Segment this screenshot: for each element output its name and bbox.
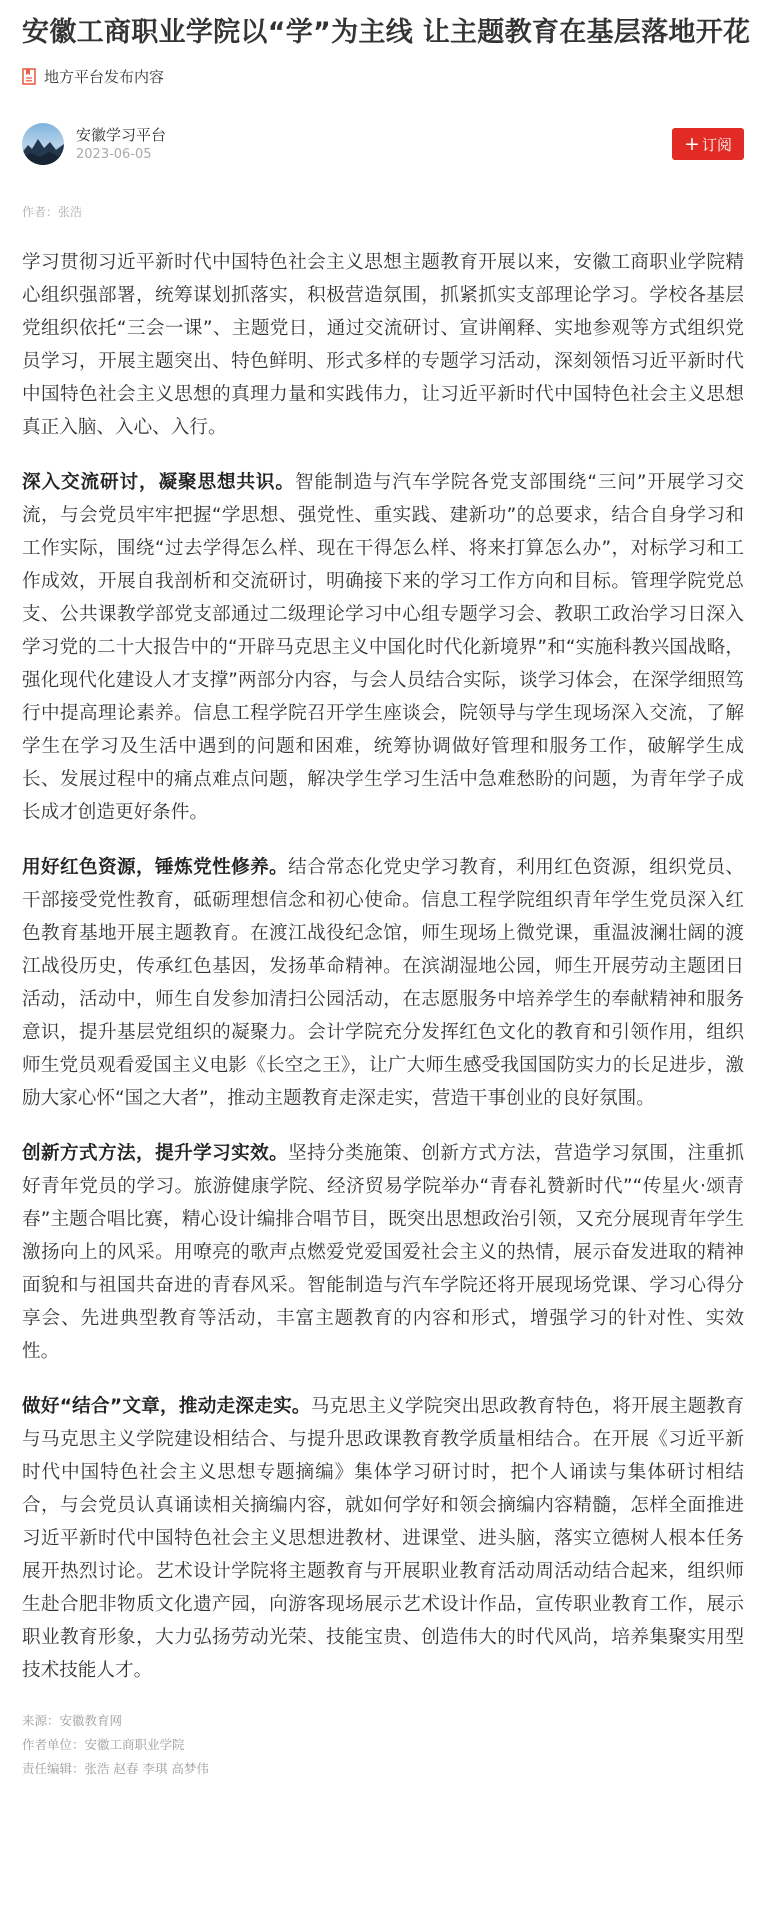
subscribe-button[interactable]	[672, 128, 744, 160]
paragraph-section	[22, 466, 744, 829]
plus-icon: +	[684, 132, 700, 155]
source-tag[interactable]	[22, 66, 744, 87]
paragraph-text: 学习贯彻习近平新时代中国特色社会主义思想主题教育开展以来，安徽工商职业学院精心组织强部署，统筹谋划抓落实，积极营造氛围，抓紧抓实支部理论学习。学校各基层党组织依托“三会一课”、主题党日，通过交流研讨、宣讲阐释、实地参观等方式组织党员学习，开展主题突出、特色鲜明、形式多样的专题学习活动，深刻领悟习近平新时代中国特色社会主义思想的真理力量和实践伟力，让习近平新时代中国特色社会主义思想真正入脑、入心、入行。	[22, 252, 744, 438]
paragraph-text: 马克思主义学院突出思政教育特色，将开展主题教育与马克思主义学院建设相结合、与提升思政课教育教学质量相结合。在开展《习近平新时代中国特色社会主义思想专题摘编》集体学习研讨时，把个人诵读与集体研讨相结合，与会党员认真诵读相关摘编内容，就如何学好和领会摘编内容精髓，怎样全面推进习近平新时代中国特色社会主义思想进教材、进课堂、进头脑，落实立德树人根本任务展开热烈讨论。艺术设计学院将主题教育与开展职业教育活动周活动结合起来，组织师生赴合肥非物质文化遗产园，向游客现场展示艺术设计作品，宣传职业教育工作，展示职业教育形象，大力弘扬劳动光荣、技能宝贵、创造伟大的时代风尚，培养集聚实用型技术技能人才。	[22, 1396, 744, 1681]
section-heading: 深入交流研讨，凝聚思想共识。	[22, 472, 295, 493]
publish-date: 2023-06-05	[76, 146, 152, 162]
footer-source: 来源：安徽教育网	[22, 1713, 123, 1728]
paragraph-text: 坚持分类施策、创新方式方法，营造学习氛围，注重抓好青年党员的学习。旅游健康学院、经济贸易学院举办“青春礼赞新时代”“传星火·颂青春”主题合唱比赛，精心设计编排合唱节目，既突出思想政治引领，又充分展现青年学生激扬向上的风采。用嘹亮的歌声点燃爱党爱国爱社会主义的热情，展示奋发进取的精神面貌和与祖国共奋进的青春风采。智能制造与汽车学院还将开展现场党课、学习心得分享会、先进典型教育等活动，丰富主题教育的内容和形式，增强学习的针对性、实效性。	[22, 1143, 744, 1362]
avatar[interactable]	[22, 123, 64, 165]
paragraph-section	[22, 851, 744, 1115]
page-title: 安徽工商职业学院以“学”为主线 让主题教育在基层落地开花	[22, 17, 751, 48]
document-flag-icon	[22, 68, 36, 85]
section-heading: 创新方式方法，提升学习实效。	[22, 1143, 289, 1164]
section-heading: 做好“结合”文章，推动走深走实。	[22, 1396, 311, 1417]
paragraph-text: 结合常态化党史学习教育，利用红色资源，组织党员、干部接受党性教育，砥砺理想信念和初心使命。信息工程学院组织青年学生党员深入红色教育基地开展主题教育。在渡江战役纪念馆，师生现场上微党课，重温波澜壮阔的渡江战役历史，传承红色基因，发扬革命精神。在滨湖湿地公园，师生开展劳动主题团日活动，活动中，师生自发参加清扫公园活动，在志愿服务中培养学生的奉献精神和服务意识，提升基层党组织的凝聚力。会计学院充分发挥红色文化的教育和引领作用，组织师生党员观看爱国主义电影《长空之王》，让广大师生感受我国国防实力的长足进步，激励大家心怀“国之大者”，推动主题教育走深走实，营造干事创业的良好氛围。	[22, 857, 744, 1109]
paragraph-intro	[22, 246, 744, 444]
footer-editors: 责任编辑：张浩 赵春 李琪 高梦伟	[22, 1761, 209, 1776]
author-meta	[76, 125, 166, 164]
article-body	[22, 246, 744, 1687]
footer-unit: 作者单位：安徽工商职业学院	[22, 1737, 185, 1752]
author-name[interactable]: 安徽学习平台	[76, 125, 167, 144]
subscribe-label: 订阅	[701, 135, 732, 154]
section-heading: 用好红色资源，锤炼党性修养。	[22, 857, 289, 878]
paragraph-section	[22, 1390, 744, 1687]
article-footer	[22, 1709, 744, 1781]
paragraph-text: 智能制造与汽车学院各党支部围绕“三问”开展学习交流，与会党员牢牢把握“学思想、强党性、重实践、建新功”的总要求，结合自身学习和工作实际，围绕“过去学得怎么样、现在干得怎么样、将来打算怎么办”，对标学习和工作成效，开展自我剖析和交流研讨，明确接下来的学习工作方向和目标。管理学院党总支、公共课教学部党支部通过二级理论学习中心组专题学习会、教职工政治学习日深入学习党的二十大报告中的“开辟马克思主义中国化时代化新境界”和“实施科教兴国战略，强化现代化建设人才支撑”两部分内容，与会人员结合实际，谈学习体会，在深学细照笃行中提高理论素养。信息工程学院召开学生座谈会，院领导与学生现场深入交流，了解学生在学习及生活中遇到的问题和困难，统筹协调做好管理和服务工作，破解学生成长、发展过程中的痛点难点问题，解决学生学习生活中急难愁盼的问题，为青年学子成长成才创造更好条件。	[22, 472, 744, 823]
byline: 作者：张浩	[22, 205, 83, 219]
author-row	[22, 122, 744, 166]
source-tag-label: 地方平台发布内容	[44, 68, 165, 86]
paragraph-section	[22, 1137, 744, 1368]
